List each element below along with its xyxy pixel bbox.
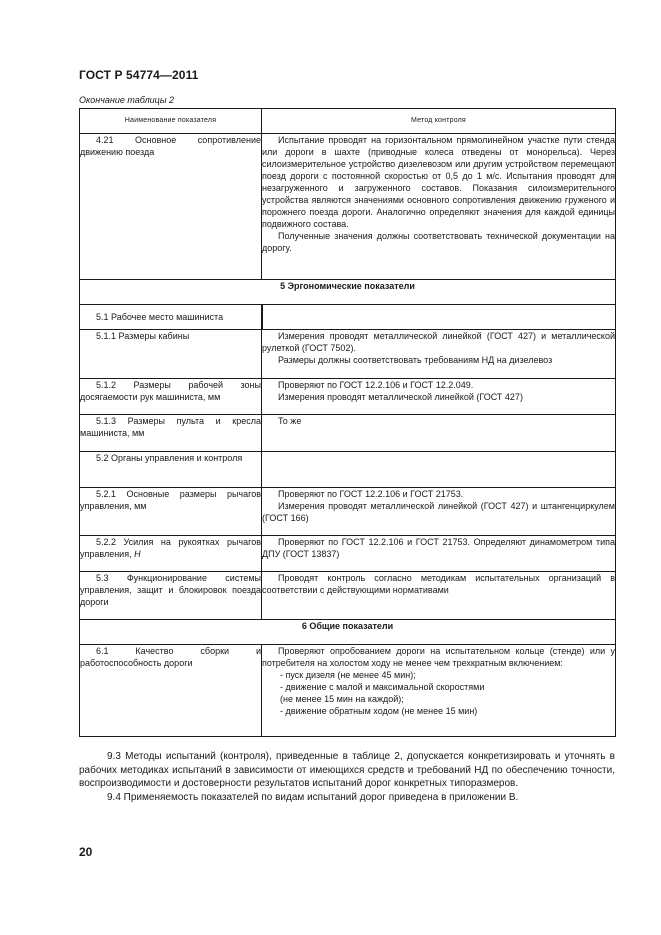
method-text: Проверяют по ГОСТ 12.2.106 и ГОСТ 12.2.049.	[278, 380, 474, 390]
method-text: Размеры должны соответствовать требованиям НД на дизелевоз	[278, 355, 553, 365]
document-header: ГОСТ Р 54774—2011	[79, 68, 199, 82]
list-item: - движение обратным ходом (не менее 15 мин)	[280, 706, 478, 716]
method-text: Полученные значения должны соответствовать технической документации на дорогу.	[262, 231, 615, 253]
indicator-name: 4.21 Основное сопротивление движению поезда	[80, 135, 261, 157]
table-row	[80, 572, 616, 620]
table-row	[80, 536, 616, 572]
method-text: Проверяют по ГОСТ 12.2.106 и ГОСТ 21753.	[278, 489, 464, 499]
table-row	[80, 415, 616, 452]
indicator-name: 5.1.1 Размеры кабины	[96, 331, 190, 341]
table-row	[80, 305, 616, 330]
indicator-name: 5.1.3 Размеры пульта и кресла машиниста, мм	[80, 416, 261, 438]
method-text: То же	[278, 416, 302, 426]
method-text: Измерения проводят металлической линейкой (ГОСТ 427) и металлической рулеткой (ГОСТ 7502).	[262, 331, 615, 353]
table-row	[80, 379, 616, 415]
method-text: Проверяют опробованием дороги на испытательном кольце (стенде) или у потребителя на холостом ходу не менее чем трехкратным включением:	[262, 646, 615, 668]
indicator-name: 5.2.2 Усилия на рукоятках рычагов управления, Н	[80, 537, 261, 559]
table-caption: Окончание таблицы 2	[79, 95, 174, 105]
method-text: Измерения проводят металлической линейкой (ГОСТ 427) и штангенциркулем (ГОСТ 166)	[262, 501, 615, 523]
method-text: Проверяют по ГОСТ 12.2.106 и ГОСТ 21753. Определяют динамометром типа ДПУ (ГОСТ 13837)	[262, 537, 615, 559]
indicator-name: 6.1 Качество сборки и работоспособность дороги	[80, 646, 261, 668]
table-header-row	[80, 109, 616, 134]
column-header-name: Наименование показателя	[80, 109, 262, 134]
table-row	[80, 645, 616, 737]
method-text: Испытание проводят на горизонтальном прямолинейном участке пути стенда или дороги в шахте (приводные колеса отведены от монорельса). Через силоизмерительное устройство дизелевозом или другим устройством перемещают поезд дороги с постоянной скоростью от 0,5 до 1 м/с. Испытания проводят для незагруженного и загруженного составов. Показания силоизмерительного устройства являются значениями основного сопротивления движению груженого и порожнего поезда дороги. Аналогично определяют значения для каждой единицы подвижного состава.	[262, 135, 615, 229]
indicator-name: 5.2.1 Основные размеры рычагов управления, мм	[80, 489, 261, 511]
indicator-name: 5.1 Рабочее место машиниста	[96, 312, 224, 322]
table-row	[80, 488, 616, 536]
column-header-method: Метод контроля	[262, 109, 616, 134]
indicator-name: 5.2 Органы управления и контроля	[96, 453, 243, 463]
section-title: 5 Эргономические показатели	[80, 280, 616, 305]
paragraph-9-3: 9.3 Методы испытаний (контроля), приведенные в таблице 2, допускается конкретизировать и уточнять в рабочих методиках испытаний в зависимости от имеющихся средств и требований НД по обеспечению точности, воспроизводимости и достоверности результатов испытаний дорог конкретных типоразмеров.	[79, 751, 615, 789]
section-row	[80, 280, 616, 305]
table-row	[80, 330, 616, 379]
list-item: (не менее 15 мин на каждой);	[280, 694, 404, 704]
section-title: 6 Общие показатели	[80, 620, 616, 645]
control-methods-table	[79, 108, 616, 737]
body-text	[79, 750, 615, 804]
method-text: Проводят контроль согласно методикам испытательных организаций в соответствии с действующими нормативами	[262, 573, 615, 595]
indicator-name: 5.3 Функционирование системы управления, защит и блокировок поезда дороги	[80, 573, 261, 607]
method-text: Измерения проводят металлической линейкой (ГОСТ 427)	[278, 392, 523, 402]
list-item: - пуск дизеля (не менее 45 мин);	[280, 670, 416, 680]
section-row	[80, 620, 616, 645]
paragraph-9-4: 9.4 Применяемость показателей по видам испытаний дорог приведена в приложении В.	[107, 791, 519, 803]
indicator-name: 5.1.2 Размеры рабочей зоны досягаемости рук машиниста, мм	[80, 380, 261, 402]
table-row	[80, 452, 616, 488]
table-row	[80, 134, 616, 280]
list-item: - движение с малой и максимальной скоростями	[280, 682, 485, 692]
page-number: 20	[79, 845, 93, 859]
